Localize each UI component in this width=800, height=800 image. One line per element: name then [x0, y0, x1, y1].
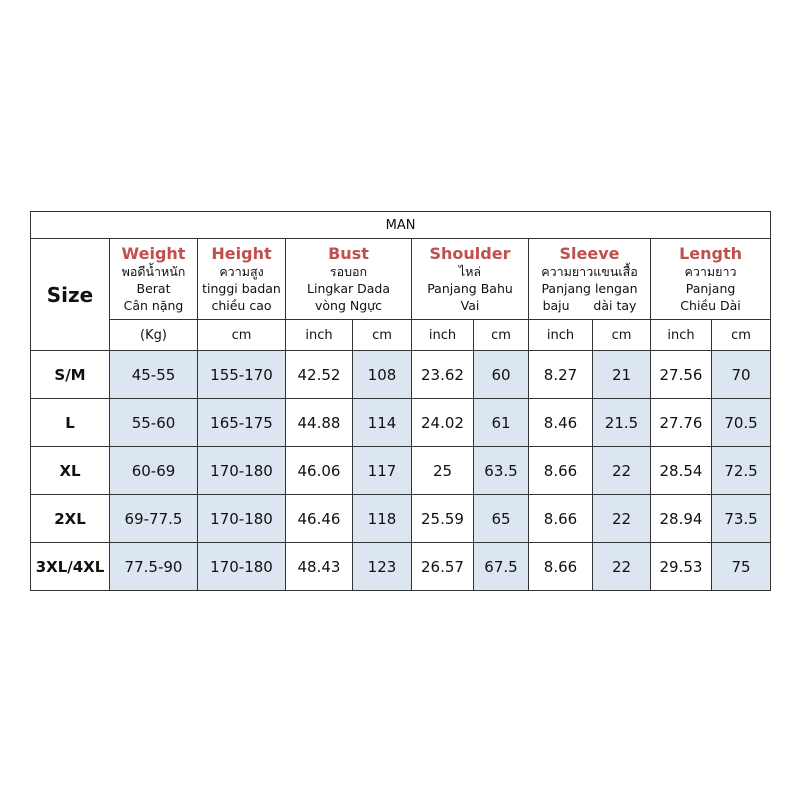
- unit-cell: inch: [412, 320, 474, 351]
- weight-header: [110, 239, 198, 320]
- measure-cell: 165-175: [198, 399, 286, 447]
- measure-cell: 63.5: [474, 447, 529, 495]
- measure-cell: 23.62: [412, 351, 474, 399]
- measure-cell: 70: [712, 351, 771, 399]
- length-line-thai: ความยาว: [684, 264, 737, 279]
- size-rows: [31, 351, 771, 591]
- height-line-vietnamese: chiều cao: [211, 298, 272, 313]
- length-title: Length: [679, 244, 742, 263]
- size-header: Size: [31, 239, 110, 351]
- table-row: [31, 399, 771, 447]
- shoulder-line-indonesian: Panjang Bahu: [427, 281, 513, 296]
- measure-cell: 22: [593, 543, 651, 591]
- measure-cell: 22: [593, 495, 651, 543]
- measure-cell: 55-60: [110, 399, 198, 447]
- weight-title: Weight: [121, 244, 186, 263]
- measure-cell: 8.66: [529, 447, 593, 495]
- measure-cell: 42.52: [286, 351, 353, 399]
- size-cell: L: [31, 399, 110, 447]
- size-cell: 2XL: [31, 495, 110, 543]
- weight-line-vietnamese: Cân nặng: [123, 298, 184, 313]
- measure-cell: 65: [474, 495, 529, 543]
- measure-cell: 123: [353, 543, 412, 591]
- measure-cell: 170-180: [198, 447, 286, 495]
- measure-cell: 67.5: [474, 543, 529, 591]
- measure-cell: 117: [353, 447, 412, 495]
- measure-cell: 28.54: [651, 447, 712, 495]
- measure-cell: 70.5: [712, 399, 771, 447]
- size-cell: S/M: [31, 351, 110, 399]
- measure-cell: 155-170: [198, 351, 286, 399]
- measure-cell: 60: [474, 351, 529, 399]
- measure-cell: 69-77.5: [110, 495, 198, 543]
- table-row: [31, 495, 771, 543]
- measure-cell: 21: [593, 351, 651, 399]
- measure-cell: 60-69: [110, 447, 198, 495]
- shoulder-header: [412, 239, 529, 320]
- height-line-thai: ความสูง: [219, 264, 264, 279]
- sleeve-header: [529, 239, 651, 320]
- sleeve-line-thai: ความยาวแขนเสื้อ: [541, 264, 638, 279]
- sleeve-line-indonesian: Panjang lengan: [541, 281, 638, 296]
- unit-cell: cm: [593, 320, 651, 351]
- bust-header: [286, 239, 412, 320]
- measure-cell: 118: [353, 495, 412, 543]
- length-line-vietnamese: Chiều Dài: [680, 298, 741, 313]
- measure-cell: 27.56: [651, 351, 712, 399]
- measure-cell: 24.02: [412, 399, 474, 447]
- measure-cell: 22: [593, 447, 651, 495]
- measure-cell: 46.46: [286, 495, 353, 543]
- measure-cell: 61: [474, 399, 529, 447]
- unit-cell: inch: [529, 320, 593, 351]
- weight-line-thai: พอดีน้ำหนัก: [121, 264, 186, 279]
- bust-line-thai: รอบอก: [329, 264, 368, 279]
- measure-cell: 29.53: [651, 543, 712, 591]
- measure-cell: 114: [353, 399, 412, 447]
- measure-cell: 8.46: [529, 399, 593, 447]
- table-row: [31, 351, 771, 399]
- measure-cell: 44.88: [286, 399, 353, 447]
- measure-cell: 26.57: [412, 543, 474, 591]
- measure-cell: 8.66: [529, 495, 593, 543]
- unit-cell: cm: [198, 320, 286, 351]
- unit-cell: cm: [474, 320, 529, 351]
- weight-line-indonesian: Berat: [136, 281, 171, 296]
- height-line-indonesian: tinggi badan: [202, 281, 281, 296]
- measure-cell: 77.5-90: [110, 543, 198, 591]
- unit-cell: cm: [353, 320, 412, 351]
- measure-cell: 73.5: [712, 495, 771, 543]
- height-header: [198, 239, 286, 320]
- measure-cell: 72.5: [712, 447, 771, 495]
- shoulder-title: Shoulder: [429, 244, 511, 263]
- sleeve-title: Sleeve: [559, 244, 620, 263]
- sleeve-line-vietnamese: baju dài tay: [542, 298, 637, 313]
- measure-cell: 21.5: [593, 399, 651, 447]
- measure-cell: 75: [712, 543, 771, 591]
- height-title: Height: [211, 244, 272, 263]
- unit-cell: (Kg): [110, 320, 198, 351]
- shoulder-line-thai: ไหล่: [458, 264, 482, 279]
- measure-cell: 108: [353, 351, 412, 399]
- measure-cell: 28.94: [651, 495, 712, 543]
- measure-cell: 170-180: [198, 495, 286, 543]
- length-line-indonesian: Panjang: [685, 281, 736, 296]
- size-cell: XL: [31, 447, 110, 495]
- measure-cell: 8.66: [529, 543, 593, 591]
- bust-line-indonesian: Lingkar Dada: [307, 281, 390, 296]
- bust-line-vietnamese: vòng Ngực: [315, 298, 382, 313]
- measure-cell: 48.43: [286, 543, 353, 591]
- table-row: [31, 447, 771, 495]
- measure-cell: 170-180: [198, 543, 286, 591]
- length-header: [651, 239, 771, 320]
- measure-cell: 46.06: [286, 447, 353, 495]
- shoulder-line-vietnamese: Vai: [460, 298, 480, 313]
- unit-cell: inch: [286, 320, 353, 351]
- measure-cell: 25.59: [412, 495, 474, 543]
- measure-cell: 8.27: [529, 351, 593, 399]
- measure-cell: 27.76: [651, 399, 712, 447]
- measure-cell: 45-55: [110, 351, 198, 399]
- bust-title: Bust: [328, 244, 369, 263]
- size-chart-table: [30, 211, 771, 591]
- table-title: MAN: [31, 212, 771, 239]
- size-cell: 3XL/4XL: [31, 543, 110, 591]
- measure-cell: 25: [412, 447, 474, 495]
- table-row: [31, 543, 771, 591]
- unit-cell: inch: [651, 320, 712, 351]
- unit-cell: cm: [712, 320, 771, 351]
- unit-row: [31, 320, 771, 351]
